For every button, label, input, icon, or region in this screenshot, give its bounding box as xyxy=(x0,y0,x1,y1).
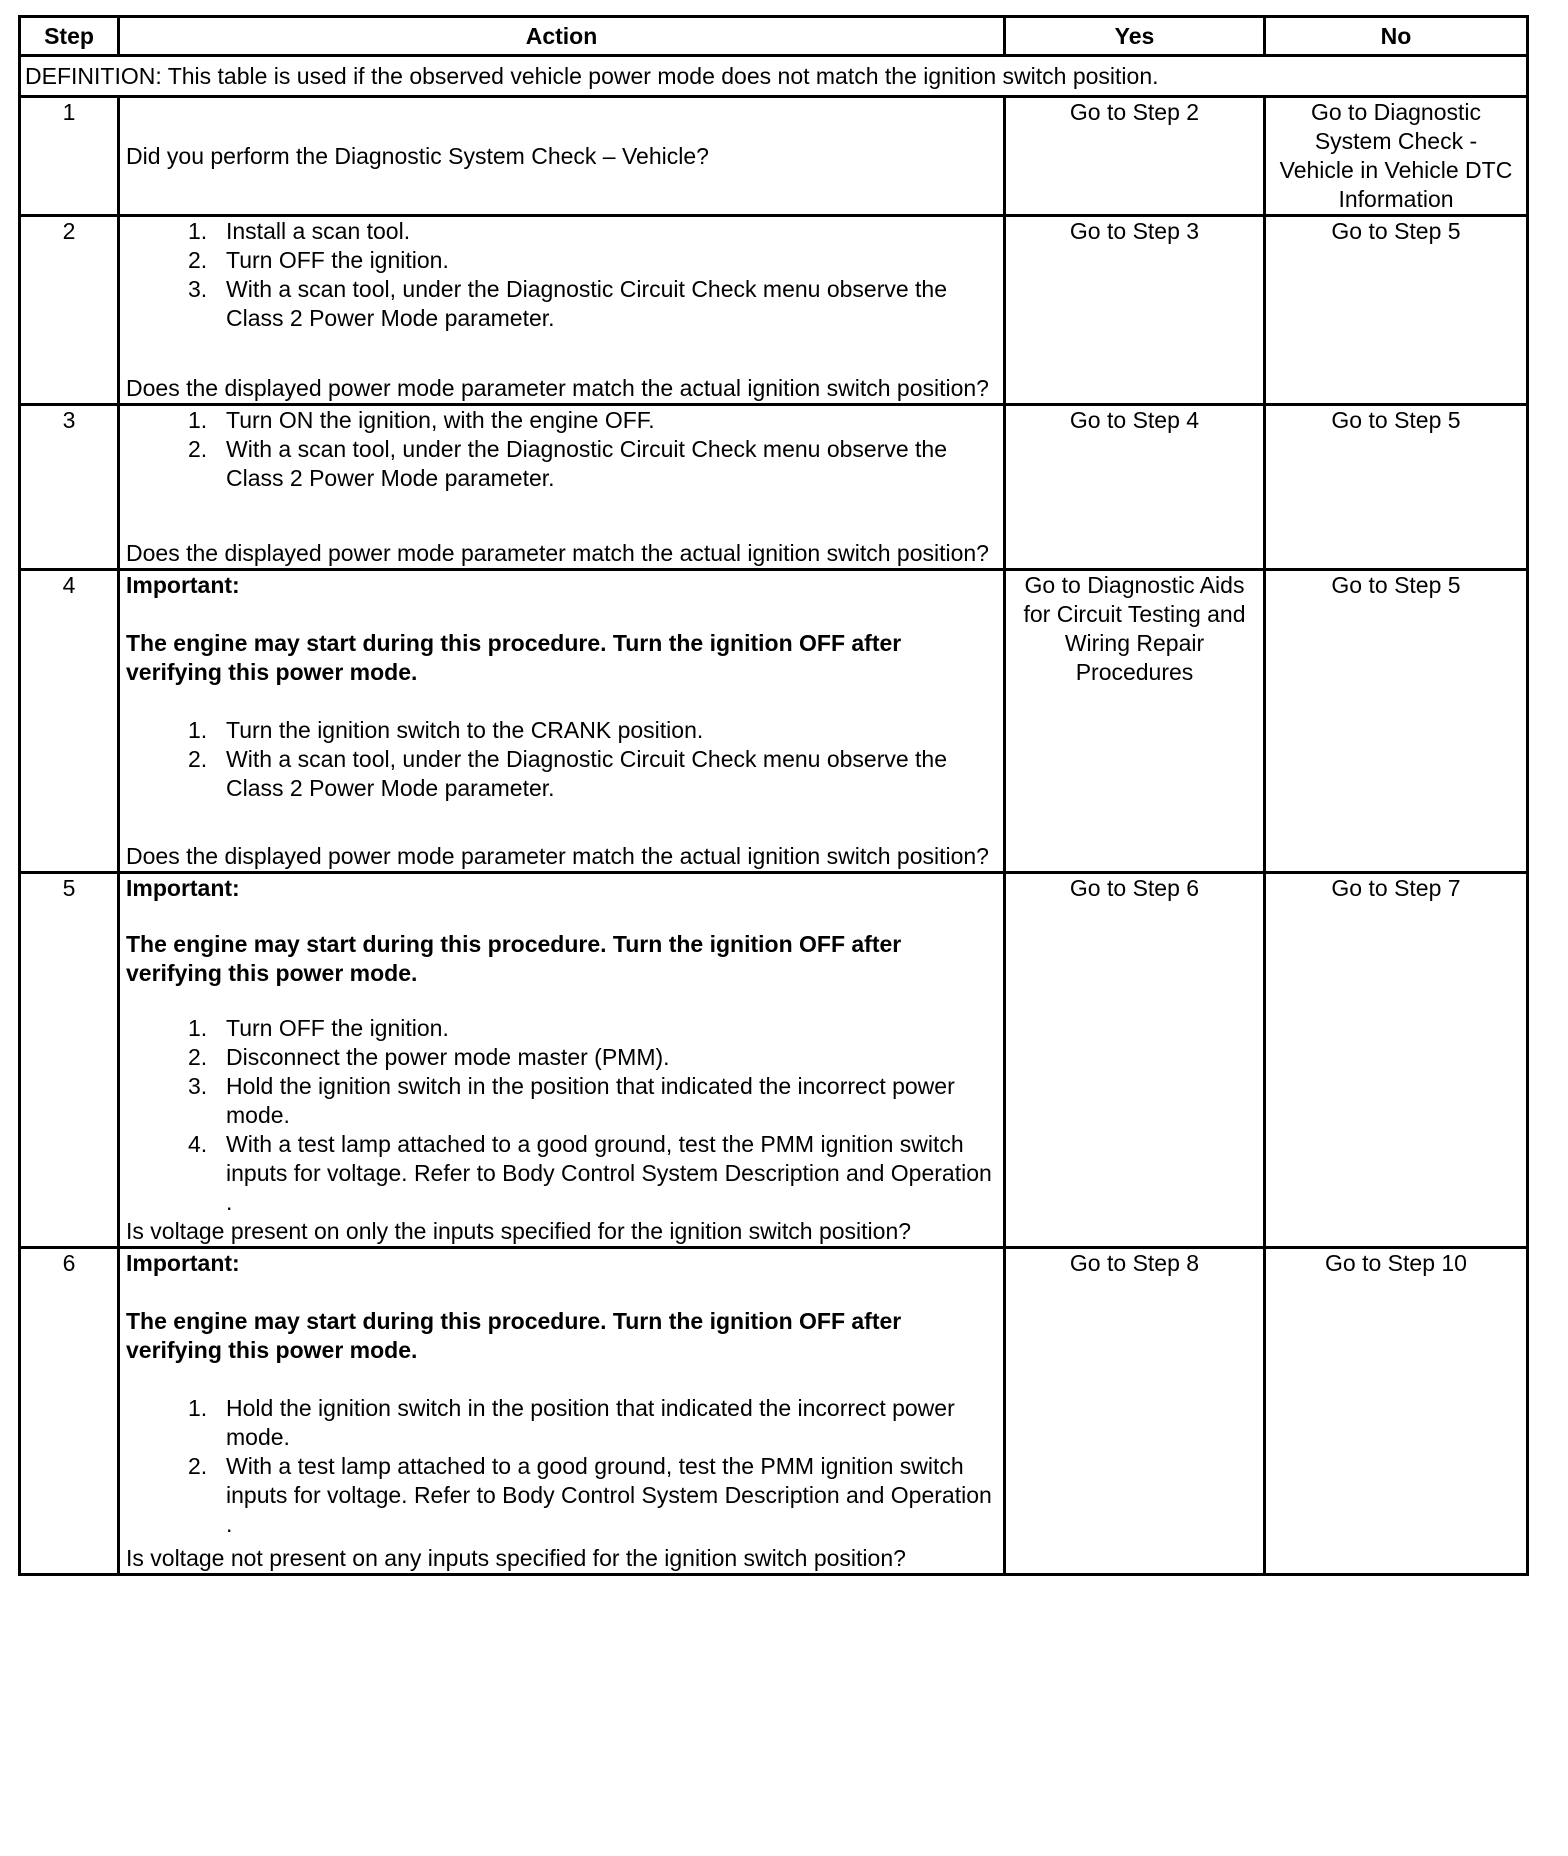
list-item: 3. With a scan tool, under the Diagnostic Circuit Check menu observe the Class 2 Power Mode parameter. xyxy=(188,276,948,331)
procedure-list xyxy=(126,1394,997,1539)
step-question: Does the displayed power mode parameter match the actual ignition switch position? xyxy=(126,540,989,566)
step-number: 6 xyxy=(20,1248,119,1575)
step-number: 4 xyxy=(20,570,119,873)
step-question: Is voltage present on only the inputs specified for the ignition switch position? xyxy=(126,1218,912,1244)
list-item: 1. Install a scan tool. xyxy=(188,218,411,244)
yes-result: Go to Step 4 xyxy=(1005,405,1265,570)
step-question: Does the displayed power mode parameter match the actual ignition switch position? xyxy=(126,843,989,869)
yes-result: Go to Diagnostic Aids for Circuit Testing and Wiring Repair Procedures xyxy=(1005,570,1265,873)
header-step: Step xyxy=(20,17,119,56)
procedure-list xyxy=(126,716,997,803)
list-item: 1. Turn ON the ignition, with the engine OFF. xyxy=(188,407,655,433)
action-cell xyxy=(119,405,1005,570)
no-result: Go to Step 10 xyxy=(1265,1248,1528,1575)
important-label: Important: xyxy=(126,1250,240,1276)
step-number: 2 xyxy=(20,216,119,405)
list-item: 2. With a scan tool, under the Diagnostic Circuit Check menu observe the Class 2 Power Mode parameter. xyxy=(188,746,948,801)
definition-row xyxy=(20,56,1528,97)
procedure-list xyxy=(126,406,997,493)
table-row xyxy=(20,97,1528,216)
definition-text: DEFINITION: This table is used if the observed vehicle power mode does not match the ignition switch position. xyxy=(20,56,1528,97)
no-result: Go to Step 5 xyxy=(1265,570,1528,873)
action-cell xyxy=(119,97,1005,216)
step-number: 5 xyxy=(20,873,119,1248)
step-question: Does the displayed power mode parameter match the actual ignition switch position? xyxy=(126,375,989,401)
step-question: Did you perform the Diagnostic System Check – Vehicle? xyxy=(126,142,709,169)
no-result: Go to Diagnostic System Check - Vehicle in Vehicle DTC Information xyxy=(1265,97,1528,216)
yes-result: Go to Step 8 xyxy=(1005,1248,1265,1575)
no-result: Go to Step 5 xyxy=(1265,405,1528,570)
table-row xyxy=(20,405,1528,570)
no-result: Go to Step 7 xyxy=(1265,873,1528,1248)
step-question: Is voltage not present on any inputs specified for the ignition switch position? xyxy=(126,1545,906,1571)
diagnostic-table xyxy=(18,15,1529,1576)
important-label: Important: xyxy=(126,572,240,598)
step-number: 3 xyxy=(20,405,119,570)
procedure-list xyxy=(126,217,997,333)
list-item: 2. Turn OFF the ignition. xyxy=(188,247,449,273)
yes-result: Go to Step 3 xyxy=(1005,216,1265,405)
warning-text: The engine may start during this procedure. Turn the ignition OFF after verifying this power mode. xyxy=(126,630,902,685)
procedure-list xyxy=(126,1014,997,1217)
table-row xyxy=(20,570,1528,873)
list-item: 1. Hold the ignition switch in the position that indicated the incorrect power mode. xyxy=(188,1395,955,1450)
list-item: 2. Disconnect the power mode master (PMM). xyxy=(188,1044,670,1070)
warning-text: The engine may start during this procedure. Turn the ignition OFF after verifying this power mode. xyxy=(126,930,902,986)
step-number: 1 xyxy=(20,97,119,216)
header-yes: Yes xyxy=(1005,17,1265,56)
action-cell xyxy=(119,873,1005,1248)
action-cell xyxy=(119,570,1005,873)
list-item: 1. Turn OFF the ignition. xyxy=(188,1015,449,1041)
list-item: 4. With a test lamp attached to a good ground, test the PMM ignition switch inputs for voltage. Refer to Body Control System Description and Operation . xyxy=(188,1131,992,1215)
table-row xyxy=(20,216,1528,405)
table-row xyxy=(20,1248,1528,1575)
table-row xyxy=(20,873,1528,1248)
yes-result: Go to Step 2 xyxy=(1005,97,1265,216)
important-label: Important: xyxy=(126,875,240,901)
header-action: Action xyxy=(119,17,1005,56)
list-item: 2. With a test lamp attached to a good ground, test the PMM ignition switch inputs for voltage. Refer to Body Control System Description and Operation . xyxy=(188,1453,992,1537)
list-item: 2. With a scan tool, under the Diagnostic Circuit Check menu observe the Class 2 Power Mode parameter. xyxy=(188,436,948,491)
yes-result: Go to Step 6 xyxy=(1005,873,1265,1248)
action-cell xyxy=(119,216,1005,405)
header-no: No xyxy=(1265,17,1528,56)
header-row xyxy=(20,17,1528,56)
action-cell xyxy=(119,1248,1005,1575)
list-item: 1. Turn the ignition switch to the CRANK position. xyxy=(188,717,704,743)
list-item: 3. Hold the ignition switch in the position that indicated the incorrect power mode. xyxy=(188,1073,955,1128)
warning-text: The engine may start during this procedure. Turn the ignition OFF after verifying this power mode. xyxy=(126,1308,902,1363)
no-result: Go to Step 5 xyxy=(1265,216,1528,405)
